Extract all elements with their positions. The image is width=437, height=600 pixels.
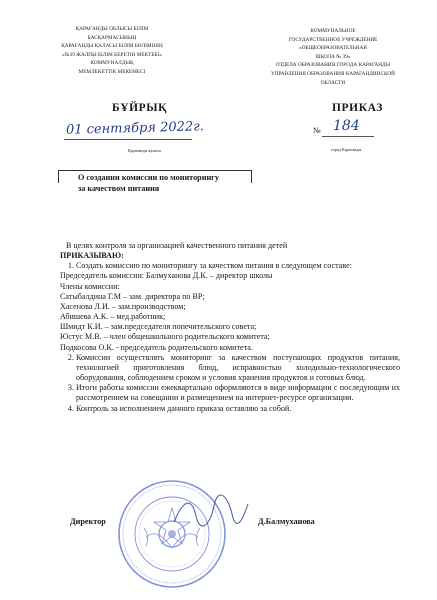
chair-line: Председатель комиссии: Балмуханова Д.К. – директор школы — [60, 271, 273, 281]
member-line: Хасенова Л.И. – зам.производством; — [60, 301, 186, 311]
header-kz — [52, 25, 172, 77]
intro-paragraph — [60, 241, 400, 251]
city-kz: Қарағанды қаласы — [128, 148, 161, 153]
signature-scribble — [170, 492, 250, 532]
header-ru-line: ГОСУДАРСТВЕННОЕ УЧРЕЖДЕНИЕ — [288, 36, 378, 43]
member-line: Абишева А.К. – мед.работник; — [60, 312, 166, 322]
header-kz-line: ҚАРАҒАНДЫ ОБЛЫСЫ БІЛІМ БАСҚАРМАСЫНЫҢ — [75, 26, 149, 41]
order-item-2-text: Комиссии осуществлять мониторинг за качеством поступающих продуктов питания, технологией приготовления блюд, исправностью холодильно-технологического оборудования, соблюдением сроком и условия хранения продуктов и готовых блюд. — [76, 352, 400, 383]
order-body — [60, 241, 400, 414]
intro-text: В целях контроля за организацией качественного питания детей — [66, 241, 288, 250]
order-item-3 — [76, 383, 400, 403]
orders-list-1 — [60, 261, 400, 271]
number-line — [322, 136, 374, 137]
order-item-3-text: Итоги работы комиссии ежеквартально оформляются в виде информации с последующим их рассмотрением на совещании и размещением на интернет-ресурсе организации. — [76, 383, 400, 403]
header-ru-line: «ОБЩЕОБРАЗОВАТЕЛЬНАЯ — [299, 45, 367, 52]
subject-line: О создании комиссии по мониторингу — [78, 173, 219, 182]
orders-heading: ПРИКАЗЫВАЮ: — [60, 251, 124, 261]
number-handwritten: 184 — [333, 118, 360, 134]
orders-list-2 — [60, 353, 400, 414]
director-position: Директор — [70, 517, 106, 526]
member-line: Подкосова О.К. - председатель родительского комитета. — [60, 342, 253, 352]
header-ru-line: КОММУНАЛЬНОЕ — [310, 28, 356, 34]
date-handwritten: 01 сентября 2022г. — [65, 119, 205, 138]
header-kz-line: КОММУНАЛДЫҚ — [90, 60, 134, 67]
members-label: Члены комиссии: — [60, 281, 120, 291]
header-ru-line: ОБЛАСТИ — [320, 79, 346, 86]
header-ru-line: ОТДЕЛА ОБРАЗОВАНИЯ ГОРОДА КАРАГАНДЫ — [275, 62, 391, 69]
member-line: Сатыбалдина Г.М – зам. директора по ВР; — [60, 291, 205, 301]
city-ru: город Караганды — [331, 147, 362, 152]
header-kz-line: МЕМЛЕКЕТТІК МЕКЕМЕСІ — [78, 68, 146, 75]
title-ru: ПРИКАЗ — [332, 102, 383, 114]
header-kz-line: ҚАРАҒАНДЫ ҚАЛАСЫ БІЛІМ БӨЛІМІНІҢ — [61, 43, 163, 50]
subject-line: за качеством питания — [78, 184, 160, 193]
member-line: Юстус М.В. – член общешкольного родительского комитета; — [60, 332, 270, 342]
title-kz: БҰЙРЫҚ — [112, 102, 168, 114]
header-kz-line: «№39 ЖАЛПЫ БІЛІМ БЕРЕТІН МЕКТЕБІ» — [61, 51, 163, 58]
header-ru-line: ШКОЛА № 39» — [315, 53, 351, 60]
order-item-2 — [76, 353, 400, 383]
header-ru-line: УПРАВЛЕНИЯ ОБРАЗОВАНИЯ КАРАГАНДИНСКОЙ — [271, 70, 395, 77]
header-ru — [268, 27, 398, 87]
order-item-4-text: Контроль за исполнением данного приказа оставляю за собой. — [76, 403, 292, 413]
order-item-1 — [76, 261, 400, 271]
subject — [78, 172, 219, 194]
order-item-4 — [76, 404, 400, 414]
date-line — [64, 139, 192, 140]
order-item-1-text: Создать комиссию по мониторингу за качеством питания в следующем составе: — [76, 261, 352, 271]
number-label: № — [313, 126, 321, 135]
director-name: Д.Балмуханова — [258, 517, 315, 526]
member-line: Шмидт К.И. – зам.председателя попечительского совета; — [60, 322, 257, 332]
